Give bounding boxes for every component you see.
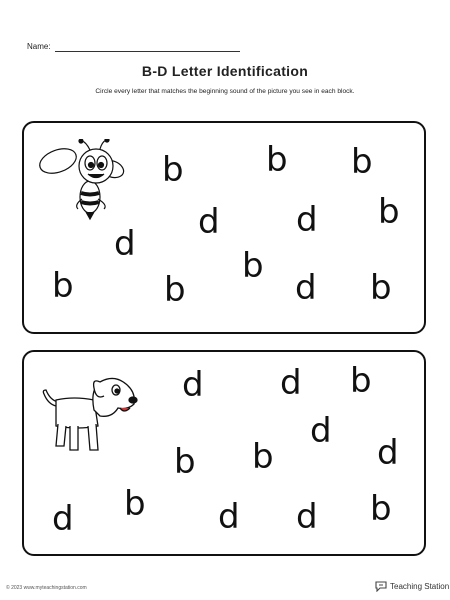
page-title: B-D Letter Identification [141, 63, 309, 79]
letter-b[interactable]: b [350, 361, 372, 401]
letter-b[interactable]: b [52, 266, 74, 306]
dog-block [22, 350, 426, 556]
letter-b[interactable]: b [162, 150, 184, 190]
letter-b[interactable]: b [164, 270, 186, 310]
speech-bubble-icon [375, 581, 387, 592]
letter-d[interactable]: d [377, 433, 399, 473]
name-row: Name: [27, 42, 51, 51]
letter-d[interactable]: d [52, 499, 74, 539]
letter-b[interactable]: b [124, 484, 146, 524]
copyright: © 2023 www.myteachingstation.com [6, 585, 87, 591]
letter-d[interactable]: d [295, 268, 317, 308]
letter-b[interactable]: b [242, 246, 264, 286]
letter-b[interactable]: b [252, 437, 274, 477]
bee-block [22, 121, 426, 334]
name-line[interactable] [55, 51, 240, 52]
letter-b[interactable]: b [370, 489, 392, 529]
letter-b[interactable]: b [378, 192, 400, 232]
letter-b[interactable]: b [351, 142, 373, 182]
brand-logo[interactable] [375, 581, 449, 592]
letter-d[interactable]: d [114, 224, 136, 264]
instructions: Circle every letter that matches the beginning sound of the picture you see in each block. [95, 88, 355, 95]
dog-icon [34, 366, 144, 458]
letter-d[interactable]: d [218, 497, 240, 537]
letter-d[interactable]: d [310, 411, 332, 451]
letter-d[interactable]: d [182, 365, 204, 405]
bee-icon [34, 139, 132, 221]
letter-b[interactable]: b [370, 268, 392, 308]
letter-d[interactable]: d [296, 200, 318, 240]
brand-name: Teaching Station [390, 582, 450, 591]
letter-d[interactable]: d [280, 363, 302, 403]
letter-d[interactable]: d [296, 497, 318, 537]
letter-b[interactable]: b [266, 140, 288, 180]
letter-d[interactable]: d [198, 202, 220, 242]
letter-b[interactable]: b [174, 442, 196, 482]
